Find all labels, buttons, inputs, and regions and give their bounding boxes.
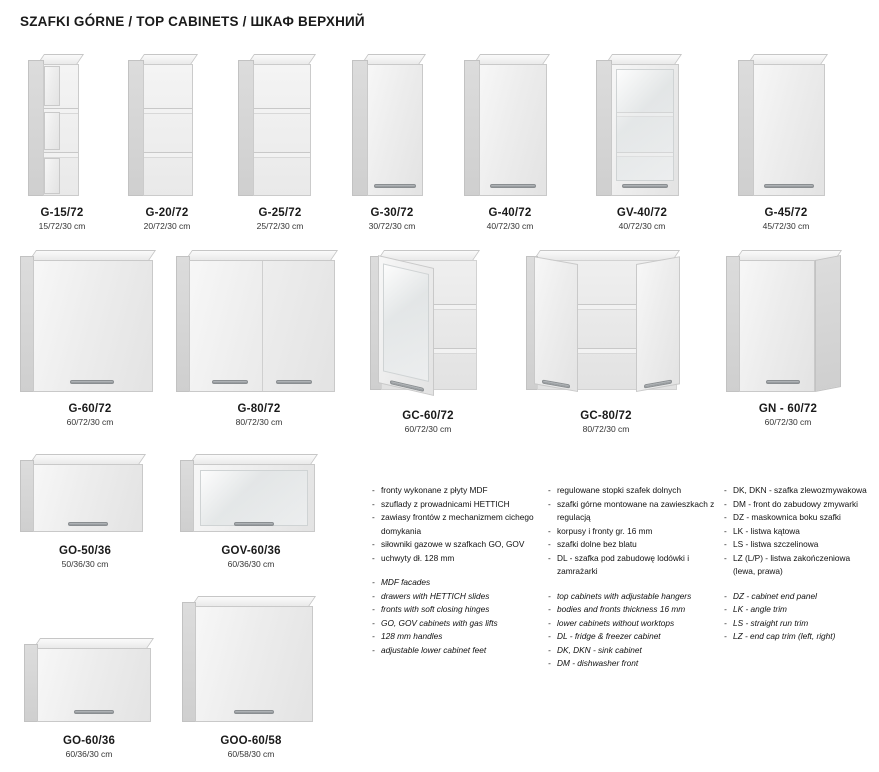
cabinet-code: GOV-60/36	[221, 545, 281, 557]
legend-item: - szuflady z prowadnicami HETTICH	[372, 498, 540, 512]
handle-icon	[234, 522, 274, 526]
legend-item: - lower cabinets without worktops	[548, 617, 720, 631]
legend-item: - LZ - end cap trim (left, right)	[724, 630, 874, 644]
cabinet-dims: 60/36/30 cm	[227, 559, 275, 569]
cabinet-code: G-40/72	[488, 207, 532, 219]
legend-item: - drawers with HETTICH slides	[372, 590, 540, 604]
legend-item: - bodies and fronts thickness 16 mm	[548, 603, 720, 617]
handle-icon	[212, 380, 248, 384]
cabinet-dims: 40/72/30 cm	[486, 221, 534, 231]
cabinet-dims: 25/72/30 cm	[256, 221, 304, 231]
legend-column-1	[372, 484, 540, 657]
legend-item: - fronts with soft closing hinges	[372, 603, 540, 617]
cabinet-code: GN - 60/72	[758, 403, 818, 415]
cabinet-item	[10, 52, 114, 231]
handle-icon	[764, 184, 814, 188]
handle-icon	[374, 184, 416, 188]
legend-item: - LK - listwa kątowa	[724, 525, 874, 539]
cabinet-illustration	[716, 52, 856, 200]
legend-item: - DK, DKN - sink cabinet	[548, 644, 720, 658]
legend-item: - szafki dolne bez blatu	[548, 538, 720, 552]
cabinet-code: G-20/72	[145, 207, 189, 219]
cabinet-illustration	[10, 52, 114, 200]
legend-list-pl-3	[724, 484, 874, 579]
page-title: SZAFKI GÓRNE / TOP CABINETS / ШКАФ ВЕРХНИЙ	[20, 14, 365, 29]
cabinet-code: GO-60/36	[62, 735, 116, 747]
cabinet-illustration	[508, 248, 704, 403]
cabinet-illustration	[170, 452, 332, 538]
glass-panel	[616, 69, 674, 181]
legend-list-en-3	[724, 590, 874, 644]
cabinet-illustration	[172, 594, 330, 728]
legend-item: - siłowniki gazowe w szafkach GO, GOV	[372, 538, 540, 552]
cabinet-dims: 60/58/30 cm	[227, 749, 275, 759]
handle-icon	[622, 184, 668, 188]
cabinet-item	[508, 248, 704, 434]
legend-item: - zawiasy frontów z mechanizmem cichego domykania	[372, 511, 540, 538]
cabinet-item	[170, 452, 332, 569]
legend-item: - fronty wykonane z płyty MDF	[372, 484, 540, 498]
legend-item: - DK, DKN - szafka zlewozmywakowa	[724, 484, 874, 498]
handle-icon	[766, 380, 800, 384]
cabinet-item	[14, 636, 164, 759]
legend-list-en-2	[548, 590, 720, 671]
cabinet-code: GC-80/72	[580, 410, 632, 422]
cabinet-code: G-25/72	[258, 207, 302, 219]
cabinet-dims: 20/72/30 cm	[143, 221, 191, 231]
legend-item: - adjustable lower cabinet feet	[372, 644, 540, 658]
cabinet-illustration	[334, 52, 450, 200]
cabinet-dims: 15/72/30 cm	[38, 221, 86, 231]
legend-item: - szafki górne montowane na zawieszkach z regulacją	[548, 498, 720, 525]
cabinet-illustration	[348, 248, 508, 403]
cabinet-dims: 45/72/30 cm	[762, 221, 810, 231]
legend-item: - korpusy i fronty gr. 16 mm	[548, 525, 720, 539]
cabinet-item	[112, 52, 222, 231]
open-door	[534, 256, 578, 392]
cabinet-code: G-45/72	[764, 207, 808, 219]
cabinet-item	[10, 248, 170, 427]
cabinet-item	[222, 52, 338, 231]
handle-icon	[276, 380, 312, 384]
legend-list-pl-1	[372, 484, 540, 565]
legend-item: - GO, GOV cabinets with gas lifts	[372, 617, 540, 631]
cabinet-illustration	[222, 52, 338, 200]
cabinet-item	[578, 52, 706, 231]
legend-item: - DL - fridge & freezer cabinet	[548, 630, 720, 644]
cabinet-dims: 40/72/30 cm	[618, 221, 666, 231]
legend-item: - uchwyty dł. 128 mm	[372, 552, 540, 566]
cabinet-dims: 60/72/30 cm	[764, 417, 812, 427]
legend-item: - LS - listwa szczelinowa	[724, 538, 874, 552]
glass-panel	[200, 470, 308, 526]
handle-icon	[68, 522, 108, 526]
cabinet-illustration	[14, 636, 164, 728]
legend-item: - DZ - maskownica boku szafki	[724, 511, 874, 525]
legend-item: - regulowane stopki szafek dolnych	[548, 484, 720, 498]
cabinet-illustration	[578, 52, 706, 200]
cabinet-dims: 30/72/30 cm	[368, 221, 416, 231]
legend-list-pl-2	[548, 484, 720, 579]
legend-item: - DL - szafka pod zabudowę lodówki i zamrażarki	[548, 552, 720, 579]
cabinet-code: G-80/72	[237, 403, 281, 415]
cabinet-code: G-15/72	[40, 207, 84, 219]
cabinet-item	[10, 452, 160, 569]
open-door	[636, 256, 680, 392]
cabinet-illustration	[712, 248, 864, 396]
cabinet-dims: 60/36/30 cm	[65, 749, 113, 759]
cabinet-item	[334, 52, 450, 231]
legend-item: - top cabinets with adjustable hangers	[548, 590, 720, 604]
legend-column-3	[724, 484, 874, 644]
cabinet-code: GC-60/72	[402, 410, 454, 422]
legend-item: - LS - straight run trim	[724, 617, 874, 631]
legend-item: - DM - dishwasher front	[548, 657, 720, 671]
cabinet-code: G-30/72	[370, 207, 414, 219]
cabinet-code: GO-50/36	[58, 545, 112, 557]
cabinet-dims: 80/72/30 cm	[235, 417, 283, 427]
cabinet-illustration	[10, 248, 170, 396]
handle-icon	[490, 184, 536, 188]
handle-icon	[234, 710, 274, 714]
cabinet-item	[168, 248, 350, 427]
cabinet-dims: 50/36/30 cm	[61, 559, 109, 569]
legend-item: - DM - front do zabudowy zmywarki	[724, 498, 874, 512]
cabinet-illustration	[446, 52, 574, 200]
legend-item: - MDF facades	[372, 576, 540, 590]
legend-item: - DZ - cabinet end panel	[724, 590, 874, 604]
legend-column-2	[548, 484, 720, 671]
cabinet-item	[446, 52, 574, 231]
cabinet-item	[172, 594, 330, 759]
cabinet-illustration	[112, 52, 222, 200]
handle-icon	[74, 710, 114, 714]
legend-item: - LZ (L/P) - listwa zakończeniowa (lewa, prawa)	[724, 552, 874, 579]
cabinet-dims: 80/72/30 cm	[582, 424, 630, 434]
cabinet-item	[348, 248, 508, 434]
cabinet-code: GOO-60/58	[220, 735, 282, 747]
cabinet-dims: 60/72/30 cm	[404, 424, 452, 434]
legend-item: - LK - angle trim	[724, 603, 874, 617]
cabinet-code: G-60/72	[68, 403, 112, 415]
cabinet-dims: 60/72/30 cm	[66, 417, 114, 427]
handle-icon	[70, 380, 114, 384]
cabinet-illustration	[168, 248, 350, 396]
cabinet-item	[712, 248, 864, 427]
cabinet-illustration	[10, 452, 160, 538]
cabinet-code: GV-40/72	[616, 207, 668, 219]
legend-list-en-1	[372, 576, 540, 657]
cabinet-item	[716, 52, 856, 231]
legend-item: - 128 mm handles	[372, 630, 540, 644]
